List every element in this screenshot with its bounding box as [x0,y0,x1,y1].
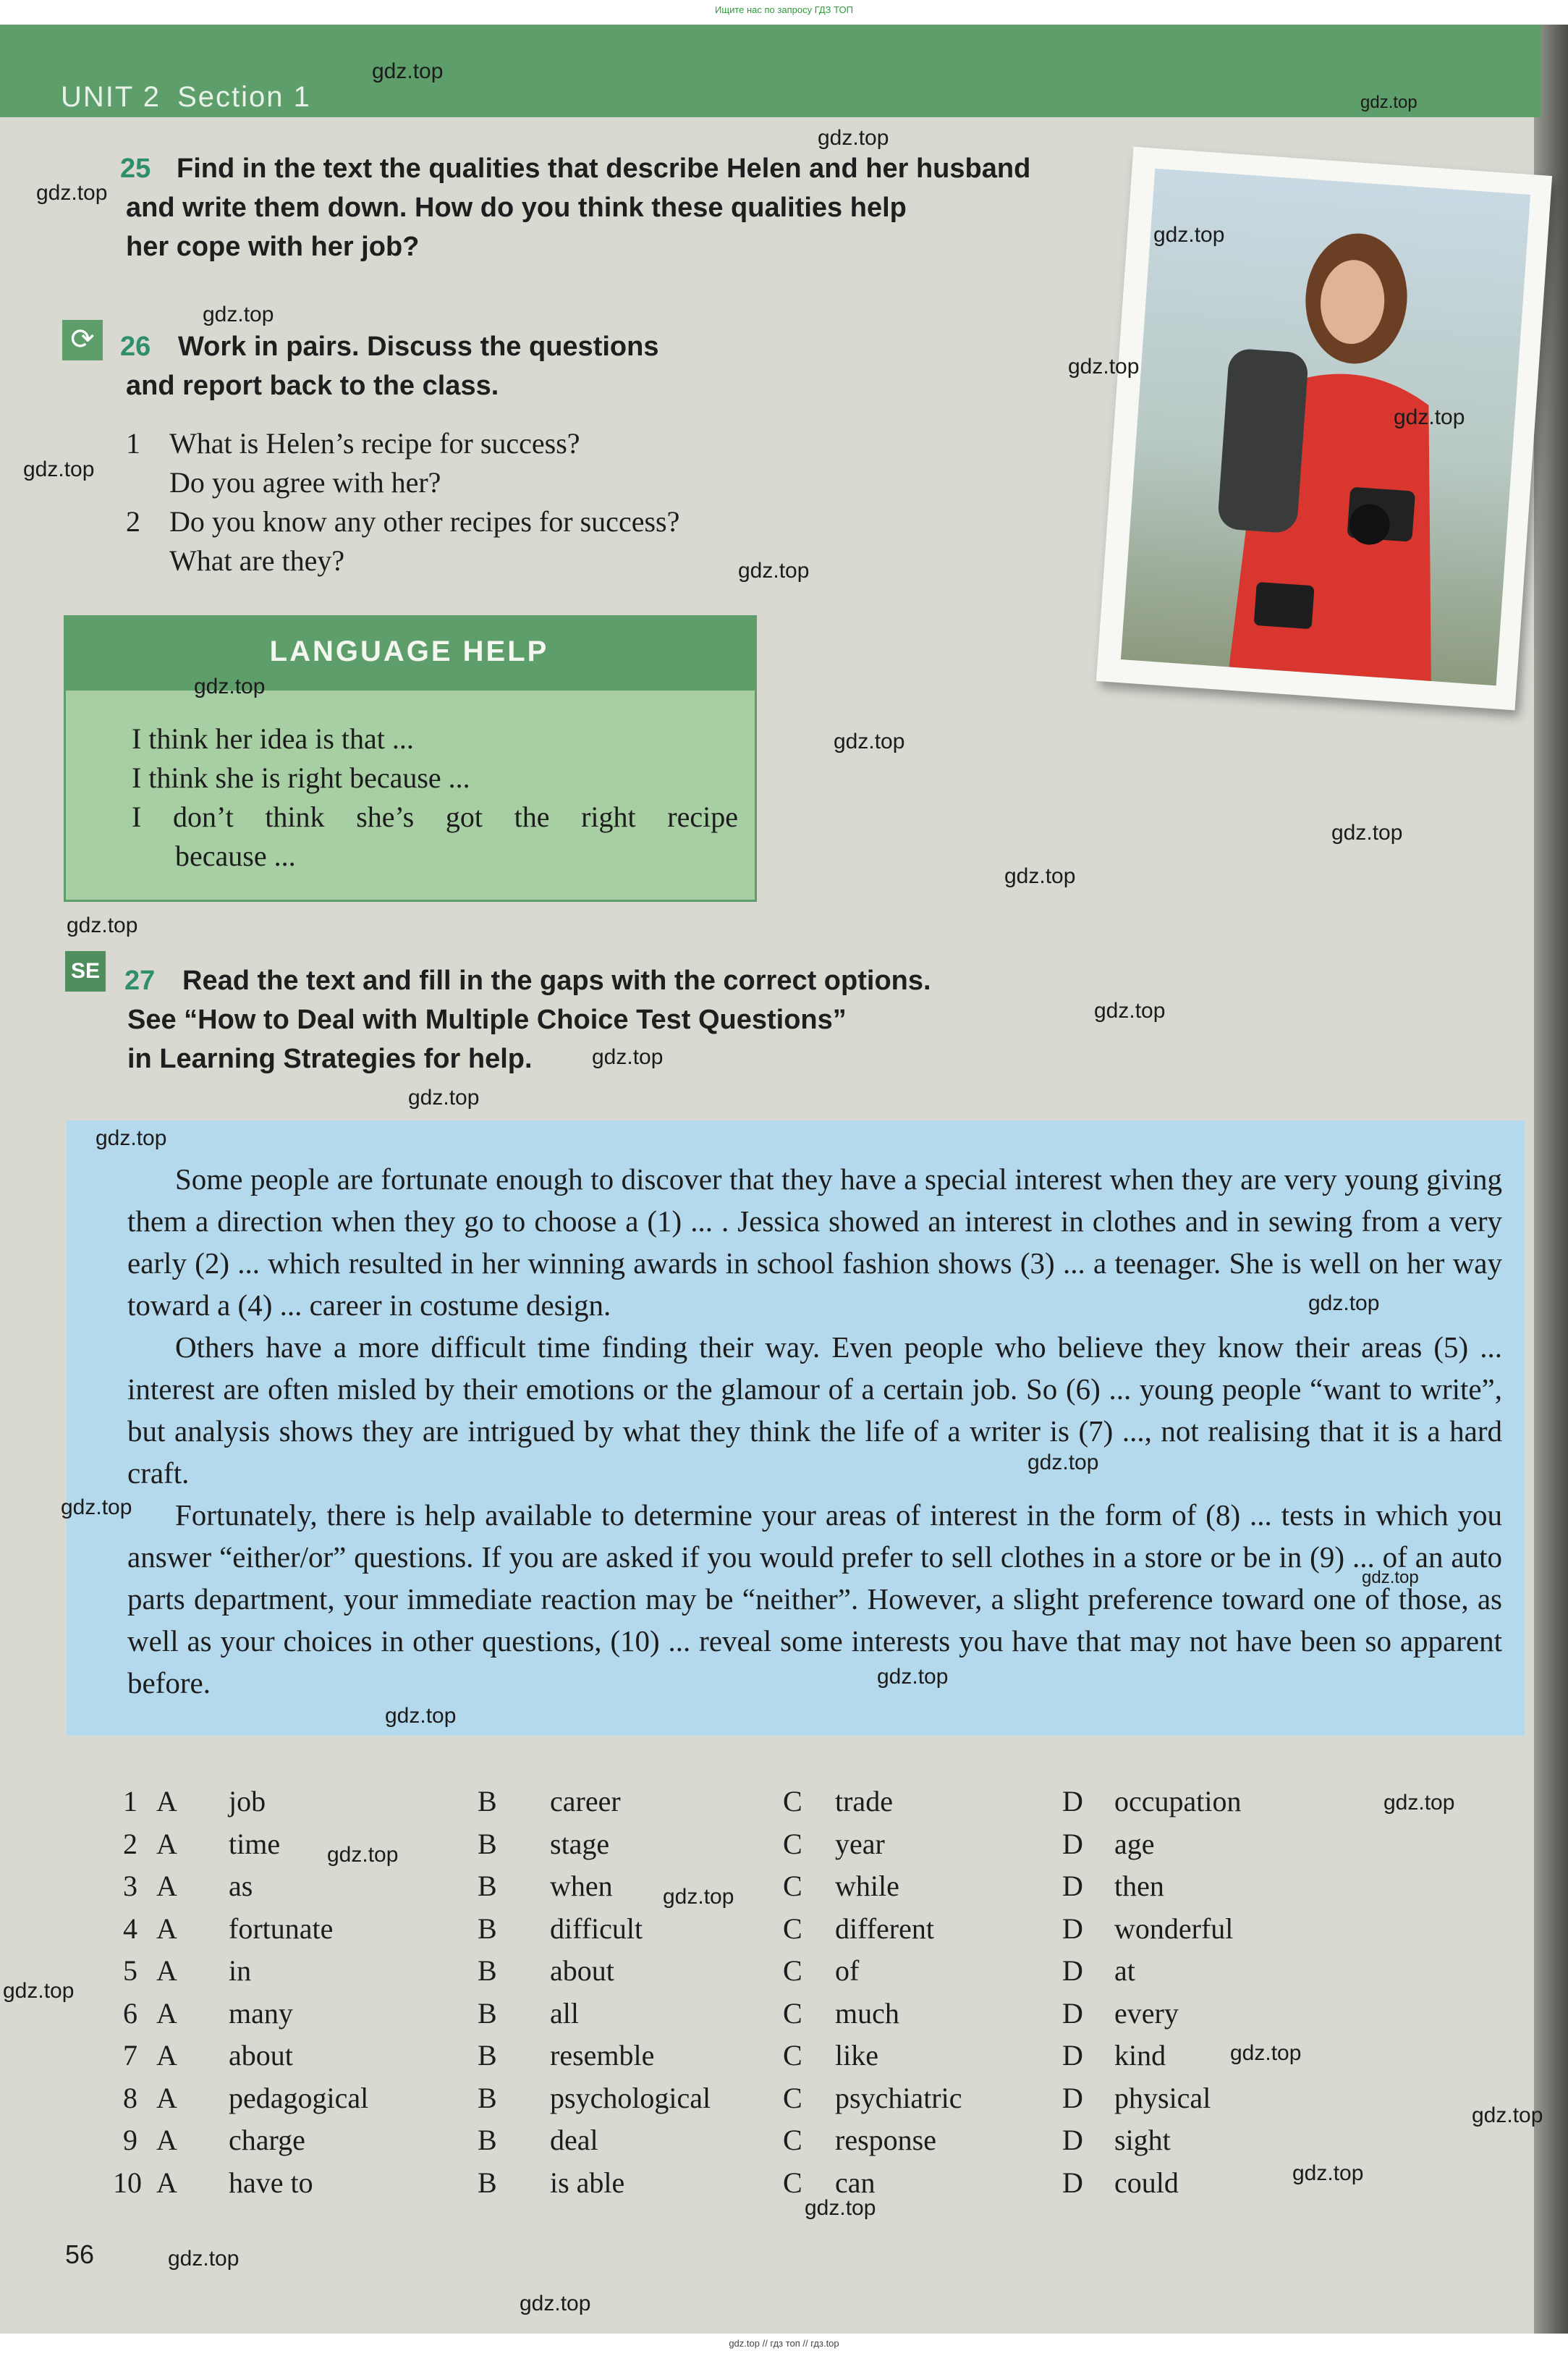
exercise-26-line-2: and report back to the class. [126,371,499,401]
watermark: gdz.top [1472,2103,1543,2127]
option-letter-c: C [783,1954,802,1987]
option-row [123,1950,1498,1993]
option-number: 2 [123,1827,137,1860]
option-c: can [835,2166,876,2199]
option-row [123,1993,1498,2035]
option-letter-a: A [156,1870,177,1902]
option-letter-b: B [478,1827,497,1860]
option-a: fortunate [229,1912,334,1945]
watermark: gdz.top [1292,2161,1364,2185]
option-letter-b: B [478,1996,497,2030]
watermark: gdz.top [877,1665,949,1689]
watermark: gdz.top [1153,223,1225,247]
exercise-25-cont [126,188,1081,266]
watermark: gdz.top [327,1843,399,1867]
p3-line-2: which you answer “either/or” questions. If you are asked if you would prefer to sell clothes in a store or [127,1498,1503,1574]
option-row [123,1781,1498,1823]
watermark: gdz.top [36,181,108,205]
unit-label [61,81,311,114]
option-d: sight [1114,2124,1171,2156]
option-letter-d: D [1062,2081,1083,2114]
watermark: gdz.top [1383,1791,1455,1815]
option-c: psychiatric [835,2081,962,2114]
exercise-26-line-1: Work in pairs. Discuss the questions [178,332,659,362]
option-number: 7 [123,2039,137,2072]
option-a: have to [229,2166,313,2199]
paragraph-3 [127,1494,1502,1704]
option-c: of [835,1954,860,1987]
option-c: response [835,2124,936,2156]
watermark: gdz.top [663,1885,734,1909]
option-c: year [835,1827,885,1860]
option-letter-d: D [1062,1827,1083,1860]
option-letter-a: A [156,2039,177,2072]
option-a: pedagogical [229,2081,369,2114]
option-a: many [229,1996,293,2030]
option-row [123,1908,1498,1951]
option-d: at [1114,1954,1135,1987]
option-letter-d: D [1062,2124,1083,2156]
watermark: gdz.top [1331,821,1403,845]
option-b: resemble [550,2039,655,2072]
question-2-line-1: Do you know any other recipes for success? [169,505,680,538]
option-b: is able [550,2166,625,2199]
option-letter-a: A [156,2124,177,2156]
option-letter-c: C [783,2166,802,2199]
se-badge: SE [65,951,106,992]
option-d: age [1114,1827,1155,1860]
p3-line-3: be in (9) ... of an auto parts department, your immediate reaction may be “neither”. However, a slight [127,1540,1502,1616]
exercise-25-line-1: Find in the text the qualities that describe Helen and her husband [177,153,1031,184]
option-c: different [835,1912,934,1945]
p2-line-3: people “want to write”, but analysis shows they are intrigued by what they think the life of a writer [127,1372,1503,1448]
p2-line-2: (5) ... interest are often misled by their emotions or the glamour of a certain job. So (6) ... young [127,1330,1502,1406]
p3-line-1: Fortunately, there is help available to determine your areas of interest in the form of (8) ... tests in [175,1498,1367,1532]
bottom-link[interactable]: gdz.top // гдз топ // гдз.top [729,2338,839,2349]
section-text: Section 1 [177,81,311,113]
exercise-26-number: 26 [120,332,151,362]
paragraph-2 [127,1326,1502,1494]
option-letter-b: B [478,2039,497,2072]
watermark: gdz.top [818,126,889,150]
option-letter-a: A [156,1954,177,1987]
watermark: gdz.top [168,2247,240,2271]
p3-line-5: you have that may not have been so apparent before. [127,1624,1503,1700]
option-row [123,2077,1498,2120]
question-2-line-2: What are they? [169,544,345,577]
option-letter-c: C [783,1870,802,1902]
option-letter-b: B [478,1785,497,1817]
reading-text [127,1158,1502,1704]
option-b: all [550,1996,579,2030]
option-letter-b: B [478,2166,497,2199]
option-a: charge [229,2124,305,2156]
option-letter-a: A [156,1785,177,1817]
exercise-27-line-1: Read the text and fill in the gaps with the correct options. [182,966,931,996]
watermark: gdz.top [372,59,444,83]
p2-line-1: Others have a more difficult time finding their way. Even people who believe they know their areas [175,1330,1423,1364]
exercise-25-line-3: her cope with her job? [126,232,420,262]
option-a: in [229,1954,252,1987]
option-d: occupation [1114,1785,1242,1817]
option-letter-d: D [1062,1996,1083,2030]
watermark: gdz.top [61,1495,132,1519]
option-letter-a: A [156,1996,177,2030]
option-c: much [835,1996,899,2030]
option-b: psychological [550,2081,711,2114]
exercise-27-line-2: See “How to Deal with Multiple Choice Test Questions” [127,1005,847,1035]
option-letter-c: C [783,1912,802,1945]
option-letter-b: B [478,1912,497,1945]
exercise-27-number: 27 [124,966,156,996]
watermark: gdz.top [834,730,905,753]
option-letter-a: A [156,2166,177,2199]
page-number: 56 [65,2239,95,2269]
option-number: 1 [123,1785,137,1817]
option-b: when [550,1870,613,1902]
option-letter-c: C [783,2039,802,2072]
watermark: gdz.top [1027,1451,1099,1474]
language-help-line-2: I think she is right because ... [132,761,470,794]
option-letter-c: C [783,2081,802,2114]
option-letter-b: B [478,1870,497,1902]
option-a: about [229,2039,293,2072]
language-help-line-3: I don’t think she’s got the right recipe [132,801,738,833]
watermark: gdz.top [520,2292,591,2315]
p1-line-3: and in sewing from a very early (2) ... which resulted in her winning awards in school fashion shows [127,1204,1503,1280]
option-b: career [550,1785,621,1817]
p1-line-4: (3) ... a teenager. She is well on her way toward a (4) ... career in costume design. [127,1246,1503,1322]
top-link[interactable]: Ищите нас по запросу ГДЗ ТОП [715,4,853,15]
option-letter-b: B [478,2081,497,2114]
page-edge [1534,25,1568,2334]
option-letter-b: B [478,1954,497,1987]
exercise-25-number: 25 [120,153,151,184]
watermark: gdz.top [1004,864,1076,888]
option-letter-a: A [156,2081,177,2114]
language-help-line-4: because ... [175,840,296,872]
option-c: like [835,2039,878,2072]
question-1-line-1: What is Helen’s recipe for success? [169,427,580,460]
watermark: gdz.top [1068,355,1140,379]
option-row [123,1865,1498,1908]
option-c: trade [835,1785,893,1817]
language-help-line-1: I think her idea is that ... [132,722,414,755]
option-d: every [1114,1996,1179,2030]
p1-line-1: Some people are fortunate enough to discover that they have a special interest when they are very [175,1162,1337,1196]
option-a: job [229,1785,266,1817]
exercise-25-instruction [177,149,1132,188]
pair-work-icon: ⟳ [62,320,103,360]
watermark: gdz.top [1362,1568,1419,1587]
option-number: 4 [123,1912,137,1945]
watermark: gdz.top [1394,405,1465,429]
option-letter-c: C [783,1827,802,1860]
option-letter-d: D [1062,2039,1083,2072]
option-d: physical [1114,2081,1211,2114]
option-number: 3 [123,1870,137,1902]
p1-line-2: young giving them a direction when they go to choose a (1) ... . Jessica showed an interest in clothes [127,1162,1502,1238]
watermark: gdz.top [1360,93,1417,112]
option-letter-d: D [1062,2166,1083,2199]
question-2-num: 2 [126,505,140,538]
option-number: 5 [123,1954,137,1987]
option-number: 9 [123,2124,137,2156]
option-b: deal [550,2124,598,2156]
watermark: gdz.top [23,457,95,481]
p2-line-4: is (7) ..., not realising that it is a hard craft. [127,1414,1503,1490]
watermark: gdz.top [385,1704,457,1728]
option-c: while [835,1870,899,1902]
option-letter-c: C [783,1996,802,2030]
exercise-25-line-2: and write them down. How do you think these qualities help [126,193,907,223]
watermark: gdz.top [96,1126,167,1150]
watermark: gdz.top [408,1086,480,1110]
option-d: wonderful [1114,1912,1234,1945]
option-a: time [229,1827,281,1860]
paragraph-1 [127,1158,1502,1326]
option-b: about [550,1954,614,1987]
option-letter-a: A [156,1912,177,1945]
unit-text: UNIT 2 [61,81,161,113]
option-letter-c: C [783,2124,802,2156]
watermark: gdz.top [738,559,810,583]
watermark: gdz.top [592,1045,664,1069]
option-letter-b: B [478,2124,497,2156]
option-letter-d: D [1062,1912,1083,1945]
option-b: difficult [550,1912,643,1945]
watermark: gdz.top [194,675,266,698]
option-letter-c: C [783,1785,802,1817]
watermark: gdz.top [3,1979,75,2003]
option-d: could [1114,2166,1179,2199]
option-number: 8 [123,2081,137,2114]
option-d: then [1114,1870,1164,1902]
option-letter-d: D [1062,1954,1083,1987]
option-letter-a: A [156,1827,177,1860]
p3-line-4: preference toward one of those, as well as your choices in other questions, (10) ... reveal some interests [127,1582,1502,1658]
option-number: 10 [113,2166,142,2199]
watermark: gdz.top [805,2196,876,2220]
option-row [123,2119,1498,2162]
watermark: gdz.top [1094,999,1166,1023]
option-number: 6 [123,1996,137,2030]
watermark: gdz.top [67,913,138,937]
option-letter-d: D [1062,1785,1083,1817]
question-1-line-2: Do you agree with her? [169,466,441,499]
option-letter-d: D [1062,1870,1083,1902]
watermark: gdz.top [1230,2041,1302,2065]
option-b: stage [550,1827,610,1860]
option-d: kind [1114,2039,1166,2072]
exercise-27-line-3: in Learning Strategies for help. [127,1044,533,1074]
question-1-num: 1 [126,427,140,460]
watermark: gdz.top [203,303,274,326]
watermark: gdz.top [1308,1291,1380,1315]
option-a: as [229,1870,253,1902]
language-help-title: LANGUAGE HELP [269,636,549,667]
